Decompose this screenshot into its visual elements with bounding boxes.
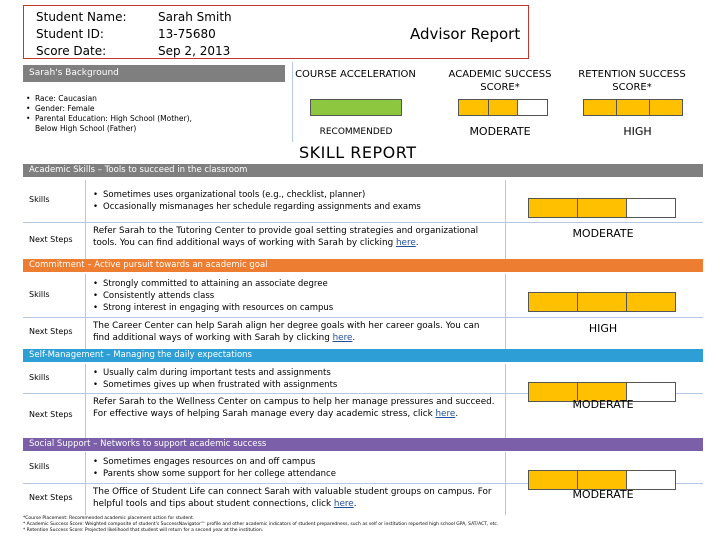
meter-segment xyxy=(578,199,627,217)
footnote-retention-success: * Retention Success Score: Projected likelihood that student will return for a second year at the institution. xyxy=(23,528,264,533)
next-steps-body: The Career Center can help Sarah align her degree goals with her career goals. You can find additional ways of working with Sarah by clicking xyxy=(93,321,480,343)
next-steps-body: Refer Sarah to the Tutoring Center to provide goal setting strategies and organizational tools. You can find additional ways of working with Sarah by clicking xyxy=(93,226,479,248)
next-steps-text: Refer Sarah to the Wellness Center on campus to help her manage pressures and succeed. For effective ways of helping Sarah manage every day academic stress, click here. xyxy=(93,397,495,419)
next-steps-text: The Career Center can help Sarah align her degree goals with her career goals. You can find additional ways of working with Sarah by clicking here. xyxy=(93,321,480,343)
meter-segment xyxy=(578,293,627,311)
score-divider xyxy=(292,62,293,142)
section-title: Self-Management – Managing the daily expectations xyxy=(23,349,703,362)
skills-label: Skills xyxy=(29,289,50,299)
student-id-value: 13-75680 xyxy=(158,27,216,41)
skills-list xyxy=(93,278,513,314)
retention-success-title: RETENTION SUCCESS SCORE* xyxy=(578,69,686,93)
academic-success-meter xyxy=(458,99,548,116)
next-steps-text: Refer Sarah to the Tutoring Center to provide goal setting strategies and organizational tools. You can find additional ways of working with Sarah by clicking here. xyxy=(93,226,479,248)
student-name-label: Student Name: xyxy=(36,10,127,24)
background-list xyxy=(26,94,286,134)
meter-segment xyxy=(529,293,578,311)
next-steps-body: The Office of Student Life can connect Sarah with valuable student groups on campus. For helpful tools and tips about student connections, click xyxy=(93,487,492,509)
retention-success-value: HIGH xyxy=(623,125,652,138)
header-labels xyxy=(36,9,127,60)
skill-item: • Sometimes uses organizational tools (e.g., checklist, planner) xyxy=(93,189,513,201)
row-divider xyxy=(23,222,703,223)
column-divider xyxy=(85,452,86,515)
score-date-label: Score Date: xyxy=(36,44,107,58)
footnotes xyxy=(23,516,498,534)
academic-success-title: ACADEMIC SUCCESS SCORE* xyxy=(448,69,552,93)
next-steps-label: Next Steps xyxy=(29,234,73,244)
section-title: Commitment – Active pursuit towards an academic goal xyxy=(23,259,703,272)
skill-item: • Usually calm during important tests and assignments xyxy=(93,367,513,379)
score-date-value: Sep 2, 2013 xyxy=(158,44,231,58)
column-divider xyxy=(85,180,86,259)
meter-segment xyxy=(578,471,627,489)
report-title: Advisor Report xyxy=(410,25,521,43)
footnote-academic-success: * Academic Success Score: Weighted composite of student's SuccessNavigator™ profile and other academic indicators of student preparedness, such as self or institution reported high school GPA, SAT/ACT, etc. xyxy=(23,522,499,527)
section-title: Social Support – Networks to support academic success xyxy=(23,438,703,451)
meter-segment xyxy=(627,199,675,217)
column-divider xyxy=(505,180,506,259)
column-divider xyxy=(505,364,506,438)
level-value: HIGH xyxy=(588,322,618,335)
meter-segment xyxy=(627,471,675,489)
skill-item: • Parents show some support for her college attendance xyxy=(93,468,513,480)
column-divider xyxy=(85,364,86,438)
here-link[interactable]: here xyxy=(395,237,416,248)
skills-list xyxy=(93,189,513,213)
skill-item: • Strong interest in engaging with resources on campus xyxy=(93,302,513,314)
skill-item: • Strongly committed to attaining an associate degree xyxy=(93,278,513,290)
skill-item: • Sometimes gives up when frustrated with assignments xyxy=(93,379,513,391)
skill-report-title: SKILL REPORT xyxy=(299,143,417,162)
here-link[interactable]: here xyxy=(435,408,456,419)
column-divider xyxy=(85,274,86,349)
level-value: MODERATE xyxy=(572,398,634,411)
skills-list xyxy=(93,367,513,391)
column-divider xyxy=(505,274,506,349)
course-acceleration-title: COURSE ACCELERATION xyxy=(295,69,416,80)
row-divider xyxy=(23,317,703,318)
course-acceleration-meter xyxy=(310,99,402,116)
background-parental-education: • Parental Education: High School (Mother), xyxy=(26,114,286,124)
next-steps-label: Next Steps xyxy=(29,493,73,502)
skills-list xyxy=(93,456,513,480)
footnote-course-placement: *Course Placement: Recommended academic placement action for student. xyxy=(23,516,195,521)
section-title: Academic Skills – Tools to succeed in the classroom xyxy=(23,164,703,177)
next-steps-text: The Office of Student Life can connect Sarah with valuable student groups on campus. For helpful tools and tips about student connections, click here. xyxy=(93,487,492,509)
student-id-label: Student ID: xyxy=(36,27,104,41)
course-acceleration-value: RECOMMENDED xyxy=(319,127,393,137)
skills-label: Skills xyxy=(29,372,50,382)
skill-item: • Occasionally mismanages her schedule regarding assignments and exams xyxy=(93,201,513,213)
meter-segment xyxy=(529,199,578,217)
skills-label: Skills xyxy=(29,461,50,471)
level-value: MODERATE xyxy=(572,227,634,240)
level-meter xyxy=(528,292,676,312)
skills-label: Skills xyxy=(29,195,50,204)
academic-success-value: MODERATE xyxy=(469,125,531,138)
here-link[interactable]: here xyxy=(332,332,353,343)
background-title: Sarah's Background xyxy=(23,65,285,82)
background-parental-education-cont: Below High School (Father) xyxy=(35,124,137,133)
next-steps-body: Refer Sarah to the Wellness Center on campus to help her manage pressures and succeed. For effective ways of helping Sarah manage every day academic stress, click xyxy=(93,397,495,419)
student-name-value: Sarah Smith xyxy=(158,10,232,24)
meter-segment xyxy=(627,293,675,311)
here-link[interactable]: here xyxy=(333,498,354,509)
skill-item: • Sometimes engages resources on and off campus xyxy=(93,456,513,468)
background-race: • Race: Caucasian xyxy=(26,94,286,104)
column-divider xyxy=(505,452,506,515)
meter-segment xyxy=(529,471,578,489)
level-value: MODERATE xyxy=(572,488,634,501)
level-meter xyxy=(528,198,676,218)
next-steps-label: Next Steps xyxy=(29,327,73,336)
header-values xyxy=(158,9,232,60)
skill-item: • Consistently attends class xyxy=(93,290,513,302)
retention-success-meter xyxy=(583,99,683,116)
background-gender: • Gender: Female xyxy=(26,104,286,114)
level-meter xyxy=(528,470,676,490)
next-steps-label: Next Steps xyxy=(29,409,73,419)
